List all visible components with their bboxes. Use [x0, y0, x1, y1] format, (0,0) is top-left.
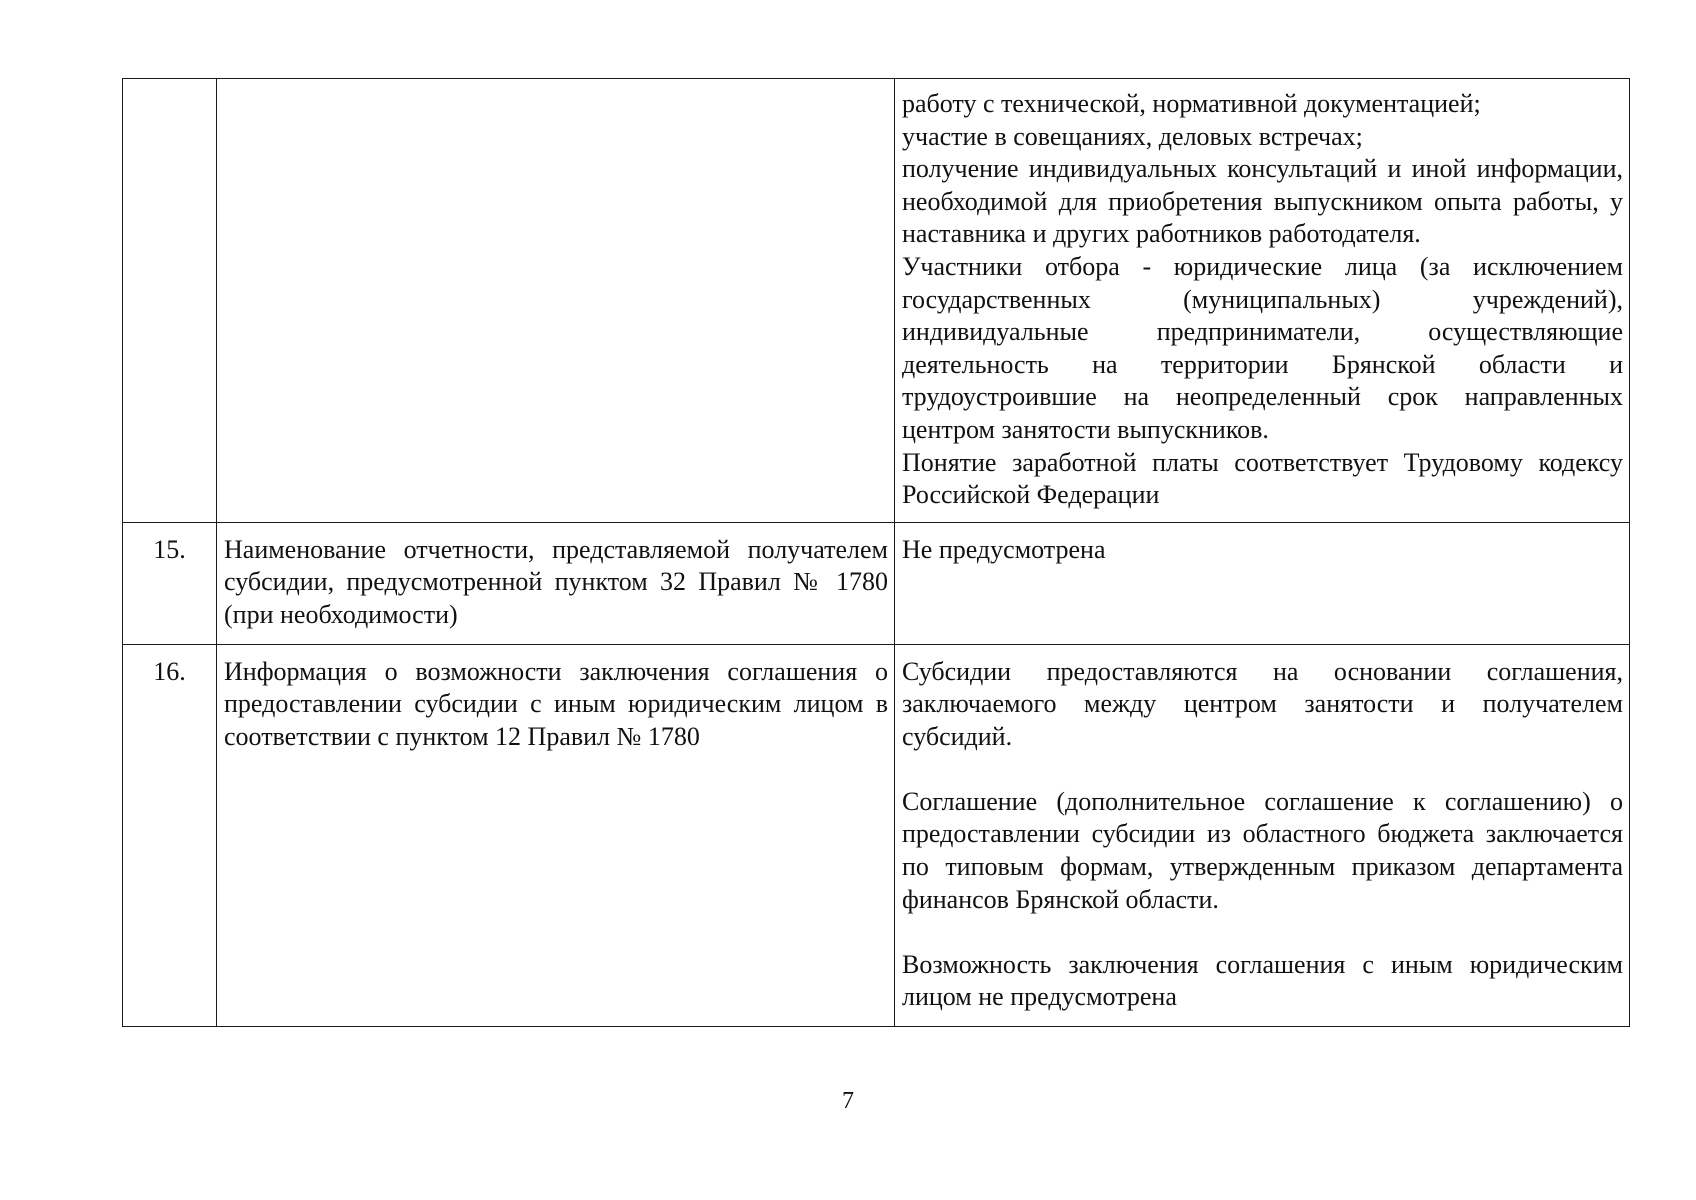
conditions-table — [122, 78, 1630, 1027]
row-name-cell — [217, 79, 895, 523]
value-paragraph: получение индивидуальных консультаций и иной информации, необходимой для приобретения выпускником опыта работы, у наставника и других работников работодателя. — [902, 154, 1623, 249]
row-number: 16. — [153, 656, 186, 686]
row-number-cell — [123, 79, 217, 523]
value-paragraph: Участники отбора - юридические лица (за исключением государственных (муниципальных) учреждений), индивидуальные предприниматели, осуществляющие деятельность на территории Брянской области и трудоустроившие на неопределенный срок направленных центром занятости выпускников. — [902, 251, 1623, 444]
value-paragraph: работу с технической, нормативной документацией; — [902, 89, 1481, 118]
table-row — [123, 79, 1630, 523]
row-name: Информация о возможности заключения соглашения о предоставлении субсидии с иным юридическим лицом в соответствии с пунктом 12 Правил № 1780 — [224, 656, 888, 751]
row-value-cell — [895, 79, 1630, 523]
value-paragraph: участие в совещаниях, деловых встречах; — [902, 121, 1363, 151]
value-paragraph: Не предусмотрена — [902, 534, 1106, 564]
value-paragraph: Возможность заключения соглашения с иным юридическим лицом не предусмотрена — [902, 949, 1623, 1012]
value-paragraph: Соглашение (дополнительное соглашение к соглашению) о предоставлении субсидии из областного бюджета заключается по типовым формам, утвержденным приказом департамента финансов Брянской области. — [902, 786, 1623, 914]
table-row — [123, 644, 1630, 1027]
table-row — [123, 522, 1630, 644]
row-name-cell — [217, 522, 895, 644]
row-value-cell — [895, 522, 1630, 644]
row-name-cell — [217, 644, 895, 1027]
value-paragraph: Понятие заработной платы соответствует Трудовому кодексу Российской Федерации — [902, 447, 1623, 510]
row-number-cell — [123, 522, 217, 644]
row-number: 15. — [153, 534, 186, 564]
row-name: Наименование отчетности, представляемой получателем субсидии, предусмотренной пунктом 32 Правил № 1780 (при необходимости) — [224, 534, 888, 629]
page-number: 7 — [842, 1088, 854, 1114]
row-value-cell — [895, 644, 1630, 1027]
row-number-cell — [123, 644, 217, 1027]
value-paragraph: Субсидии предоставляются на основании соглашения, заключаемого между центром занятости и получателем субсидий. — [902, 656, 1623, 751]
